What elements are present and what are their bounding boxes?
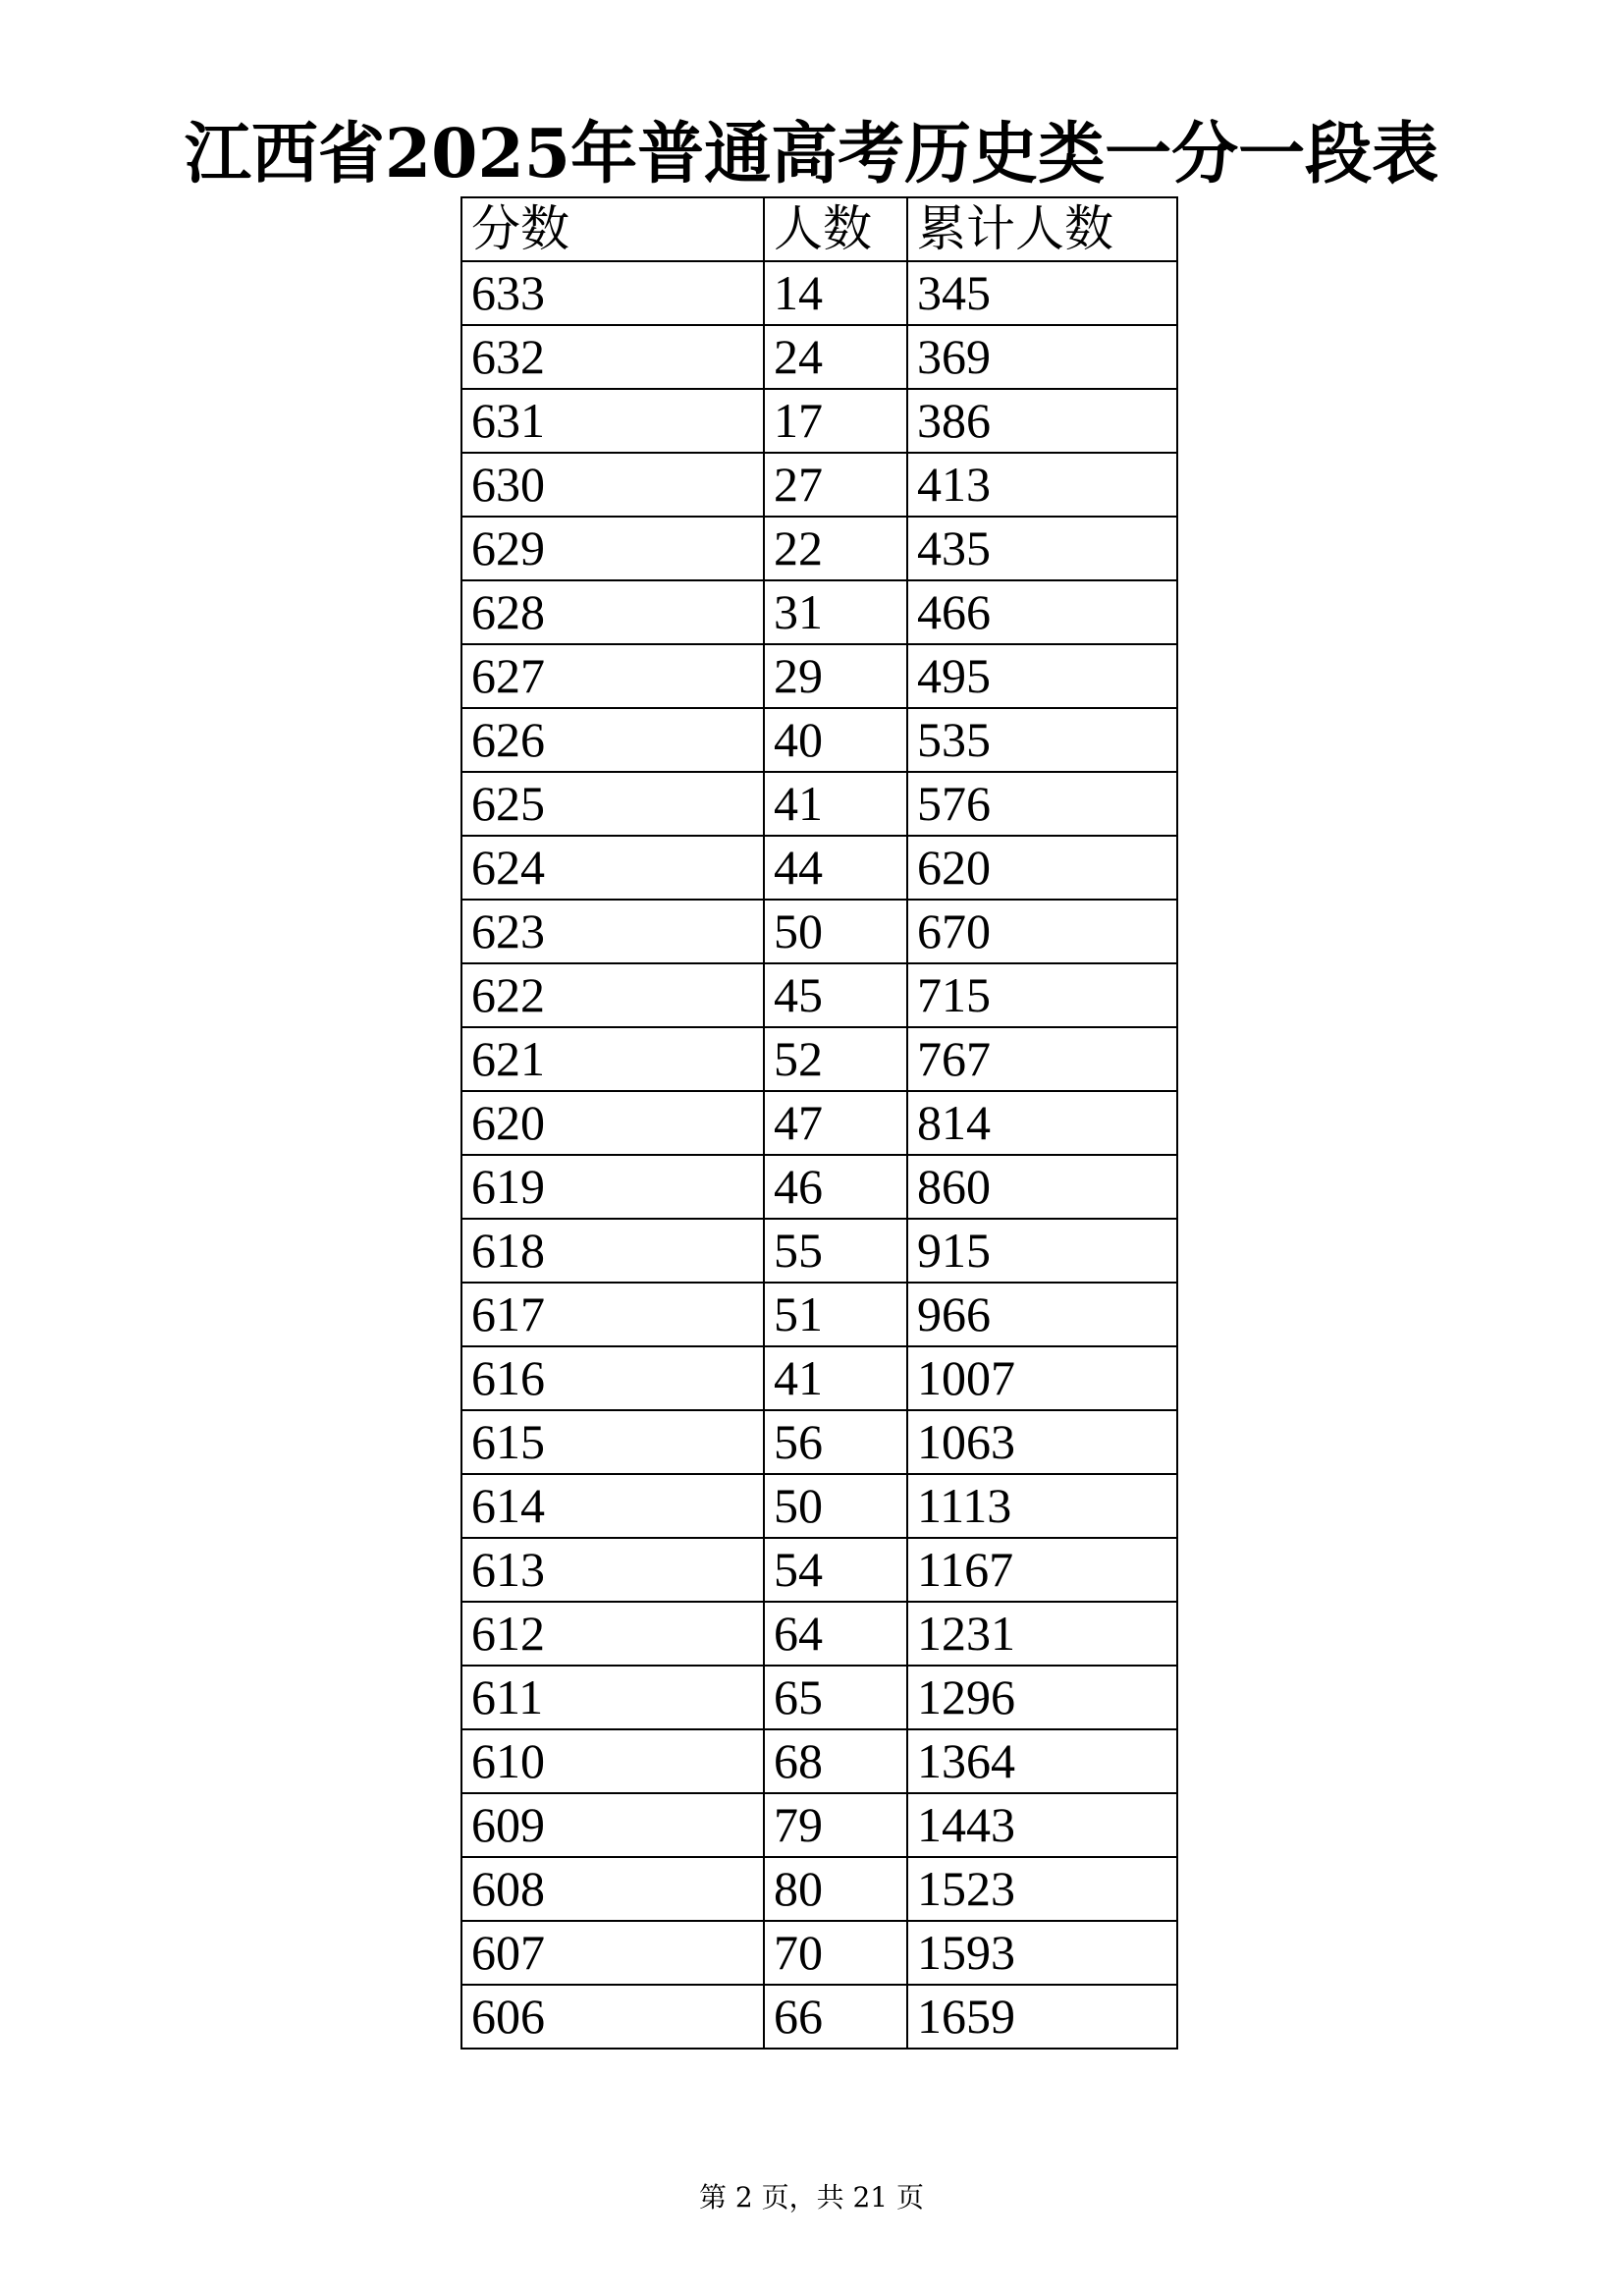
score-cell: 623	[461, 900, 764, 963]
count-cell: 29	[764, 644, 907, 708]
score-cell: 606	[461, 1985, 764, 2049]
count-cell: 54	[764, 1538, 907, 1602]
table-row	[461, 772, 1177, 836]
table-row	[461, 1027, 1177, 1091]
count-cell: 45	[764, 963, 907, 1027]
cumulative-cell: 345	[907, 261, 1177, 325]
count-cell: 80	[764, 1857, 907, 1921]
table-row	[461, 1410, 1177, 1474]
cumulative-cell: 915	[907, 1219, 1177, 1283]
cumulative-cell: 814	[907, 1091, 1177, 1155]
count-cell: 55	[764, 1219, 907, 1283]
table-row	[461, 325, 1177, 389]
cumulative-cell: 1523	[907, 1857, 1177, 1921]
cumulative-cell: 1231	[907, 1602, 1177, 1666]
table-row	[461, 1283, 1177, 1346]
table-body	[461, 261, 1177, 2049]
cumulative-cell: 495	[907, 644, 1177, 708]
count-cell: 41	[764, 772, 907, 836]
count-cell: 50	[764, 1474, 907, 1538]
header-score: 分数	[461, 197, 764, 261]
table-row	[461, 644, 1177, 708]
table-row	[461, 580, 1177, 644]
cumulative-cell: 670	[907, 900, 1177, 963]
count-cell: 68	[764, 1729, 907, 1793]
table-row	[461, 900, 1177, 963]
count-cell: 56	[764, 1410, 907, 1474]
table-row	[461, 1538, 1177, 1602]
score-cell: 616	[461, 1346, 764, 1410]
cumulative-cell: 1113	[907, 1474, 1177, 1538]
table-row	[461, 517, 1177, 580]
score-cell: 627	[461, 644, 764, 708]
table-row	[461, 708, 1177, 772]
cumulative-cell: 1364	[907, 1729, 1177, 1793]
score-cell: 610	[461, 1729, 764, 1793]
page-title: 江西省2025年普通高考历史类一分一段表	[184, 115, 1439, 193]
count-cell: 24	[764, 325, 907, 389]
score-cell: 619	[461, 1155, 764, 1219]
score-cell: 612	[461, 1602, 764, 1666]
table-row	[461, 1155, 1177, 1219]
count-cell: 17	[764, 389, 907, 453]
score-cell: 620	[461, 1091, 764, 1155]
score-cell: 614	[461, 1474, 764, 1538]
count-cell: 22	[764, 517, 907, 580]
count-cell: 50	[764, 900, 907, 963]
cumulative-cell: 413	[907, 453, 1177, 517]
score-cell: 631	[461, 389, 764, 453]
table-row	[461, 1921, 1177, 1985]
score-cell: 628	[461, 580, 764, 644]
cumulative-cell: 386	[907, 389, 1177, 453]
cumulative-cell: 620	[907, 836, 1177, 900]
count-cell: 40	[764, 708, 907, 772]
header-cumulative: 累计人数	[907, 197, 1177, 261]
table-row	[461, 1091, 1177, 1155]
score-cell: 626	[461, 708, 764, 772]
score-cell: 632	[461, 325, 764, 389]
cumulative-cell: 466	[907, 580, 1177, 644]
table-row	[461, 453, 1177, 517]
count-cell: 51	[764, 1283, 907, 1346]
score-cell: 608	[461, 1857, 764, 1921]
score-cell: 613	[461, 1538, 764, 1602]
cumulative-cell: 1007	[907, 1346, 1177, 1410]
count-cell: 66	[764, 1985, 907, 2049]
table-row	[461, 261, 1177, 325]
cumulative-cell: 966	[907, 1283, 1177, 1346]
table-row	[461, 1602, 1177, 1666]
score-cell: 617	[461, 1283, 764, 1346]
count-cell: 52	[764, 1027, 907, 1091]
count-cell: 44	[764, 836, 907, 900]
header-count: 人数	[764, 197, 907, 261]
table-row	[461, 1857, 1177, 1921]
score-cell: 630	[461, 453, 764, 517]
table-row	[461, 1729, 1177, 1793]
count-cell: 14	[764, 261, 907, 325]
score-cell: 609	[461, 1793, 764, 1857]
cumulative-cell: 369	[907, 325, 1177, 389]
table-row	[461, 963, 1177, 1027]
table-header-row	[461, 197, 1177, 261]
count-cell: 31	[764, 580, 907, 644]
count-cell: 64	[764, 1602, 907, 1666]
cumulative-cell: 1296	[907, 1666, 1177, 1729]
count-cell: 46	[764, 1155, 907, 1219]
table-row	[461, 389, 1177, 453]
cumulative-cell: 535	[907, 708, 1177, 772]
table-row	[461, 1474, 1177, 1538]
score-cell: 625	[461, 772, 764, 836]
score-cell: 621	[461, 1027, 764, 1091]
score-cell: 611	[461, 1666, 764, 1729]
score-cell: 629	[461, 517, 764, 580]
count-cell: 79	[764, 1793, 907, 1857]
cumulative-cell: 1593	[907, 1921, 1177, 1985]
table-row	[461, 1346, 1177, 1410]
table-row	[461, 1985, 1177, 2049]
cumulative-cell: 715	[907, 963, 1177, 1027]
score-cell: 624	[461, 836, 764, 900]
cumulative-cell: 767	[907, 1027, 1177, 1091]
score-cell: 618	[461, 1219, 764, 1283]
table-row	[461, 836, 1177, 900]
table-row	[461, 1219, 1177, 1283]
cumulative-cell: 1063	[907, 1410, 1177, 1474]
table-row	[461, 1793, 1177, 1857]
table-row	[461, 1666, 1177, 1729]
count-cell: 65	[764, 1666, 907, 1729]
count-cell: 47	[764, 1091, 907, 1155]
score-cell: 622	[461, 963, 764, 1027]
page-footer: 第 2 页，共 21 页	[698, 2181, 925, 2214]
score-cell: 633	[461, 261, 764, 325]
cumulative-cell: 576	[907, 772, 1177, 836]
score-distribution-table	[460, 196, 1178, 2050]
cumulative-cell: 1167	[907, 1538, 1177, 1602]
cumulative-cell: 860	[907, 1155, 1177, 1219]
count-cell: 70	[764, 1921, 907, 1985]
cumulative-cell: 435	[907, 517, 1177, 580]
count-cell: 41	[764, 1346, 907, 1410]
score-cell: 607	[461, 1921, 764, 1985]
count-cell: 27	[764, 453, 907, 517]
score-cell: 615	[461, 1410, 764, 1474]
cumulative-cell: 1659	[907, 1985, 1177, 2049]
cumulative-cell: 1443	[907, 1793, 1177, 1857]
